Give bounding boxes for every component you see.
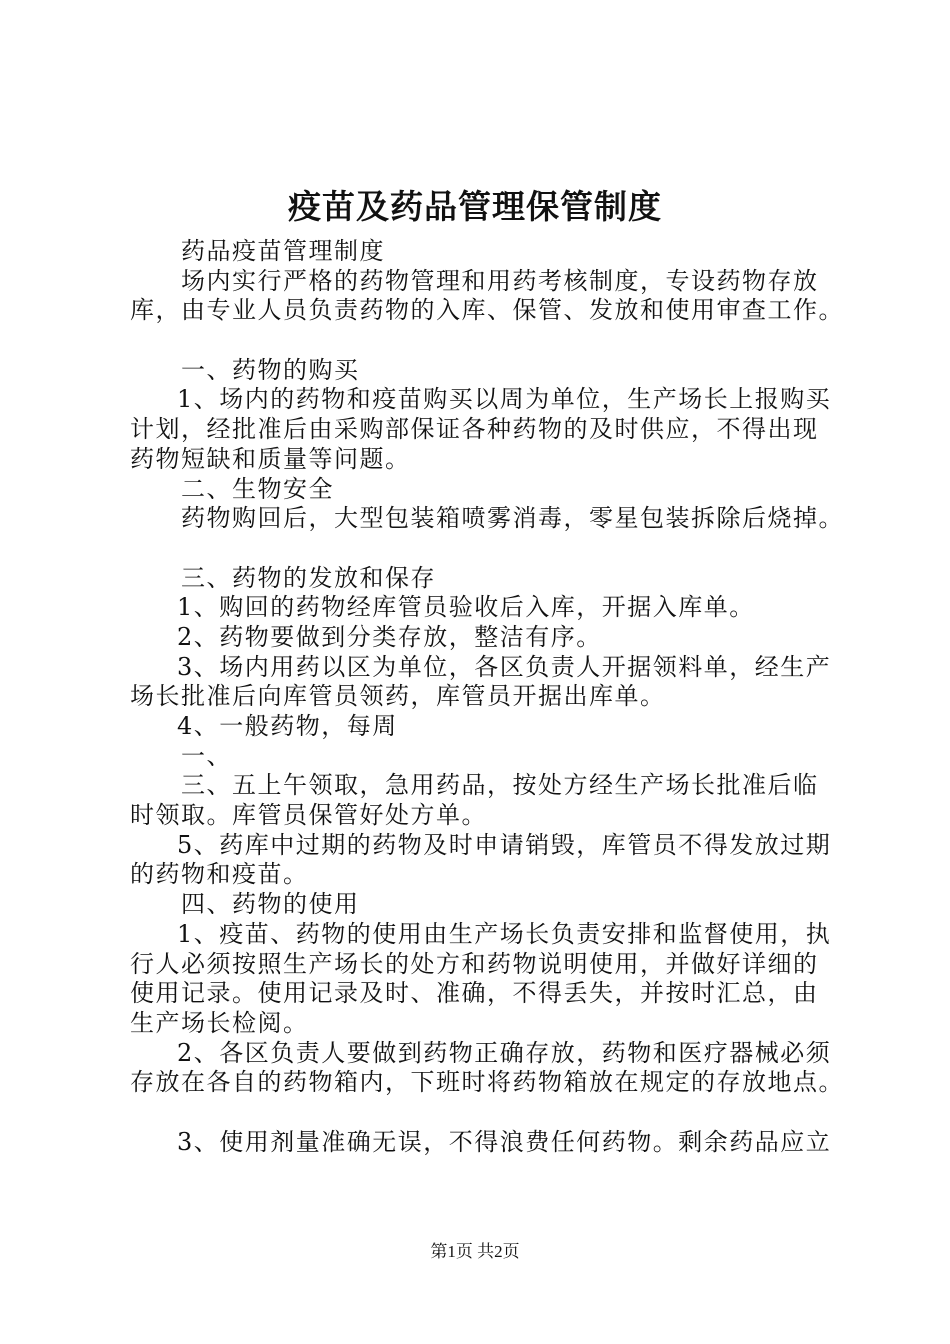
body-line: 二、生物安全 [181, 474, 334, 503]
page-footer: 第1页 共2页 [430, 1242, 520, 1261]
blank-line [130, 1098, 840, 1128]
body-line: 场长批准后向库管员领药，库管员开据出库单。 [130, 682, 666, 711]
blank-line [130, 326, 840, 356]
body-line: 3、使用剂量准确无误，不得浪费任何药物。剩余药品应立 [177, 1127, 832, 1156]
body-line: 行人必须按照生产场长的处方和药物说明使用，并做好详细的 [130, 949, 819, 978]
body-line: 4、一般药物，每周 [177, 712, 398, 740]
body-line: 库，由专业人员负责药物的入库、保管、发放和使用审查工作。 [130, 296, 844, 325]
body-line: 生产场长检阅。 [130, 1008, 309, 1037]
body-line: 存放在各自的药物箱内，下班时将药物箱放在规定的存放地点。 [130, 1068, 844, 1097]
body-line: 药物短缺和质量等问题。 [130, 444, 411, 473]
body-line: 5、药库中过期的药物及时申请销毁，库管员不得发放过期 [177, 830, 832, 859]
body-line: 1、购回的药物经库管员验收后入库，开据入库单。 [177, 593, 755, 622]
body-line: 1、疫苗、药物的使用由生产场长负责安排和监督使用，执 [177, 919, 832, 948]
page-title: 疫苗及药品管理保管制度 [288, 187, 662, 226]
blank-line [130, 534, 840, 564]
body-line: 使用记录。使用记录及时、准确，不得丢失，并按时汇总，由 [130, 979, 819, 1008]
body-line: 一、药物的购买 [181, 355, 360, 384]
body-line: 三、药物的发放和保存 [181, 563, 436, 592]
body-line: 1、场内的药物和疫苗购买以周为单位，生产场长上报购买 [177, 385, 832, 414]
body-line: 四、药物的使用 [181, 890, 360, 919]
body-line: 三、五上午领取，急用药品，按处方经生产场长批准后临 [181, 771, 819, 800]
body-line: 2、药物要做到分类存放，整洁有序。 [177, 622, 602, 651]
body-line: 药物购回后，大型包装箱喷雾消毒，零星包装拆除后烧掉。 [181, 504, 844, 533]
body-line: 2、各区负责人要做到药物正确存放，药物和医疗器械必须 [177, 1038, 832, 1067]
body-line: 时领取。库管员保管好处方单。 [130, 801, 487, 830]
body-line: 场内实行严格的药物管理和用药考核制度，专设药物存放 [181, 266, 819, 295]
body-line: 药品疫苗管理制度 [181, 237, 385, 265]
body-line: 计划，经批准后由采购部保证各种药物的及时供应，不得出现 [130, 415, 819, 444]
body-line: 3、场内用药以区为单位，各区负责人开据领料单，经生产 [177, 652, 832, 681]
document-body [130, 237, 844, 1157]
body-line: 的药物和疫苗。 [130, 860, 309, 889]
body-line: 一、 [181, 741, 232, 770]
